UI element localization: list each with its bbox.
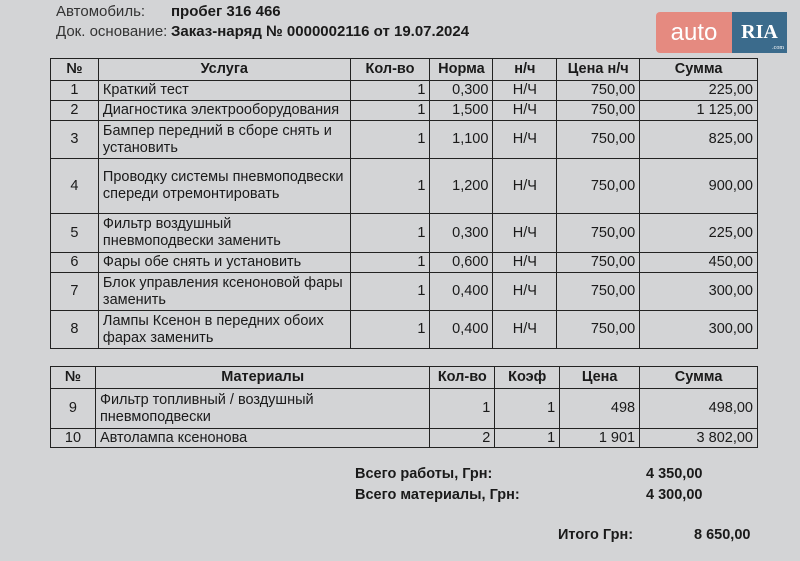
table-cell: 0,600	[430, 253, 493, 273]
table-row	[51, 121, 758, 159]
logo-com: .com	[772, 45, 784, 51]
table-cell: 750,00	[557, 81, 640, 101]
table-cell: 1	[350, 273, 430, 311]
table-cell: 2	[51, 101, 99, 121]
services-header-row	[51, 59, 758, 81]
table-cell: Н/Ч	[493, 311, 557, 349]
table-cell: 4	[51, 159, 99, 214]
table-cell: Н/Ч	[493, 214, 557, 253]
table-cell: 750,00	[557, 311, 640, 349]
table-cell: Н/Ч	[493, 101, 557, 121]
table-cell: Н/Ч	[493, 273, 557, 311]
table-cell: 750,00	[557, 273, 640, 311]
table-cell: 1	[350, 311, 430, 349]
services-col-header: Сумма	[640, 59, 758, 81]
table-row	[51, 214, 758, 253]
table-cell: 1,100	[430, 121, 493, 159]
table-cell: 900,00	[640, 159, 758, 214]
table-cell: 498	[560, 389, 640, 429]
table-cell: 750,00	[557, 159, 640, 214]
doc-label: Док. основание:	[56, 23, 168, 40]
autoria-logo	[656, 12, 787, 53]
materials-col-header: Кол-во	[430, 367, 495, 389]
table-cell: 225,00	[640, 81, 758, 101]
materials-col-header: №	[51, 367, 96, 389]
table-cell: 300,00	[640, 311, 758, 349]
table-cell: 6	[51, 253, 99, 273]
table-cell: 750,00	[557, 253, 640, 273]
services-table	[50, 58, 758, 349]
table-cell: 9	[51, 389, 96, 429]
table-cell: 498,00	[640, 389, 758, 429]
services-col-header: №	[51, 59, 99, 81]
logo-ria	[732, 12, 787, 53]
table-cell: 2	[430, 429, 495, 448]
table-cell: 225,00	[640, 214, 758, 253]
table-cell: 5	[51, 214, 99, 253]
table-cell: 1	[430, 389, 495, 429]
table-cell: 1	[350, 81, 430, 101]
table-row	[51, 81, 758, 101]
table-cell: 1	[51, 81, 99, 101]
work-total-value: 4 350,00	[646, 466, 703, 482]
doc-line	[56, 23, 469, 40]
table-cell: 8	[51, 311, 99, 349]
services-col-header: Цена н/ч	[557, 59, 640, 81]
table-cell: Н/Ч	[493, 81, 557, 101]
materials-col-header: Сумма	[640, 367, 758, 389]
grand-total-label: Итого Грн:	[558, 527, 634, 543]
table-cell: 750,00	[557, 121, 640, 159]
materials-table	[50, 366, 758, 448]
services-col-header: Кол-во	[350, 59, 430, 81]
logo-ria-text: RIA	[741, 21, 778, 43]
table-cell: Блок управления ксеноновой фары заменить	[98, 273, 350, 311]
table-cell: 1,200	[430, 159, 493, 214]
table-cell: Бампер передний в сборе снять и установить	[98, 121, 350, 159]
table-cell: Фильтр топливный / воздушный пневмоподвески	[95, 389, 429, 429]
table-cell: 1	[495, 389, 560, 429]
table-cell: 1	[495, 429, 560, 448]
table-cell: 10	[51, 429, 96, 448]
table-cell: 1	[350, 121, 430, 159]
materials-total-value: 4 300,00	[646, 487, 703, 503]
table-cell: 3 802,00	[640, 429, 758, 448]
materials-col-header: Материалы	[95, 367, 429, 389]
services-col-header: н/ч	[493, 59, 557, 81]
table-cell: Краткий тест	[98, 81, 350, 101]
table-cell: Лампы Ксенон в передних обоих фарах заменить	[98, 311, 350, 349]
table-cell: 7	[51, 273, 99, 311]
table-cell: 1	[350, 253, 430, 273]
table-cell: 0,300	[430, 81, 493, 101]
work-total-label: Всего работы, Грн:	[355, 466, 493, 482]
table-cell: 750,00	[557, 214, 640, 253]
table-cell: 750,00	[557, 101, 640, 121]
table-cell: 0,400	[430, 273, 493, 311]
car-value: пробег 316 466	[171, 3, 281, 20]
materials-total-label: Всего материалы, Грн:	[355, 487, 520, 503]
services-col-header: Норма	[430, 59, 493, 81]
table-cell: 825,00	[640, 121, 758, 159]
materials-header-row	[51, 367, 758, 389]
car-label: Автомобиль:	[56, 3, 146, 20]
table-row	[51, 159, 758, 214]
table-row	[51, 253, 758, 273]
table-cell: 3	[51, 121, 99, 159]
table-cell: Н/Ч	[493, 253, 557, 273]
table-cell: 1 125,00	[640, 101, 758, 121]
doc-value: Заказ-наряд № 0000002116 от 19.07.2024	[171, 23, 470, 40]
table-row	[51, 101, 758, 121]
table-cell: Автолампа ксенонова	[95, 429, 429, 448]
table-cell: Фары обе снять и установить	[98, 253, 350, 273]
table-cell: Проводку системы пневмоподвески спереди отремонтировать	[98, 159, 350, 214]
car-line	[56, 3, 281, 20]
table-cell: Диагностика электрооборудования	[98, 101, 350, 121]
table-cell: 0,300	[430, 214, 493, 253]
materials-col-header: Цена	[560, 367, 640, 389]
materials-col-header: Коэф	[495, 367, 560, 389]
table-cell: 1 901	[560, 429, 640, 448]
table-row	[51, 273, 758, 311]
table-row	[51, 389, 758, 429]
table-cell: Фильтр воздушный пневмоподвески заменить	[98, 214, 350, 253]
table-cell: 300,00	[640, 273, 758, 311]
table-cell: Н/Ч	[493, 159, 557, 214]
table-cell: 450,00	[640, 253, 758, 273]
grand-total-value: 8 650,00	[694, 527, 751, 543]
logo-auto: auto	[656, 12, 732, 53]
table-row	[51, 429, 758, 448]
table-cell: 1	[350, 214, 430, 253]
table-cell: 1,500	[430, 101, 493, 121]
table-cell: 1	[350, 101, 430, 121]
table-cell: 0,400	[430, 311, 493, 349]
services-col-header: Услуга	[98, 59, 350, 81]
table-cell: Н/Ч	[493, 121, 557, 159]
table-row	[51, 311, 758, 349]
table-cell: 1	[350, 159, 430, 214]
